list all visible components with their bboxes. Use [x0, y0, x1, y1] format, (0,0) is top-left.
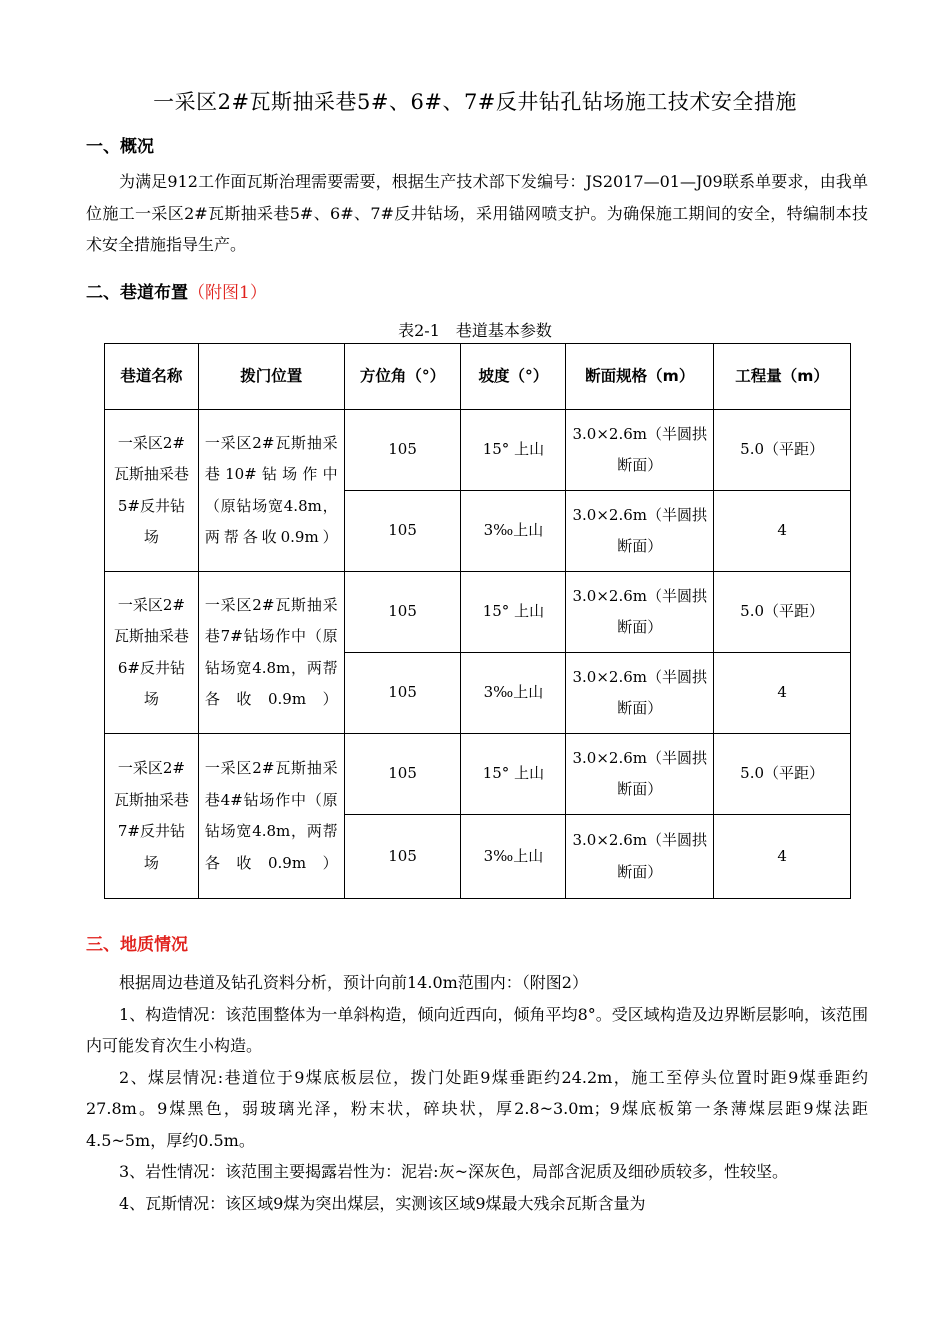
- table-row: [105, 572, 851, 653]
- table-row: [105, 734, 851, 815]
- slope-cell: 15° 上山: [461, 734, 566, 815]
- azimuth-cell: 105: [344, 815, 461, 899]
- header-azimuth: 方位角（°）: [344, 344, 461, 410]
- geology-paragraph: 4、瓦斯情况：该区域9煤为突出煤层，实测该区域9煤最大残余瓦斯含量为: [119, 1193, 646, 1213]
- azimuth-cell: 105: [344, 410, 461, 491]
- azimuth-cell: 105: [344, 734, 461, 815]
- slope-cell: 3‰上山: [461, 653, 566, 734]
- geology-paragraph: 3、岩性情况：该范围主要揭露岩性为：泥岩:灰~深灰色，局部含泥质及细砂质较多，性较坚。: [119, 1162, 788, 1181]
- section-cell: 3.0×2.6m（半圆拱断面）: [566, 491, 714, 572]
- work-cell: 5.0（平距）: [714, 734, 851, 815]
- overview-paragraph: 为满足912工作面瓦斯治理需要需要，根据生产技术部下发编号：JS2017—01—J09联系单要求，由我单位施工一采区2#瓦斯抽采巷5#、6#、7#反井钻场，采用锚网喷支护。为确保施工期间的安全，特编制本技术安全措施指导生产。: [86, 172, 868, 254]
- parameters-table: [104, 343, 851, 899]
- azimuth-cell: 105: [344, 572, 461, 653]
- work-cell: 5.0（平距）: [714, 410, 851, 491]
- slope-cell: 15° 上山: [461, 410, 566, 491]
- location-cell: 一采区2#瓦斯抽采巷7#钻场作中（原钻场宽4.8m，两帮各收0.9m）: [198, 572, 344, 734]
- azimuth-cell: 105: [344, 491, 461, 572]
- table-caption: 表2-1 巷道基本参数: [398, 321, 552, 340]
- section-heading-geology: 三、地质情况: [86, 935, 188, 955]
- work-cell: 5.0（平距）: [714, 572, 851, 653]
- section-cell: 3.0×2.6m（半圆拱断面）: [566, 410, 714, 491]
- section-cell: 3.0×2.6m（半圆拱断面）: [566, 572, 714, 653]
- section-cell: 3.0×2.6m（半圆拱断面）: [566, 734, 714, 815]
- roadway-name-cell: 一采区2#瓦斯抽采巷6#反井钻场: [105, 572, 199, 734]
- header-section: 断面规格（m）: [566, 344, 714, 410]
- header-slope: 坡度（°）: [461, 344, 566, 410]
- slope-cell: 3‰上山: [461, 815, 566, 899]
- work-cell: 4: [714, 491, 851, 572]
- section-cell: 3.0×2.6m（半圆拱断面）: [566, 653, 714, 734]
- geology-paragraph: 2、煤层情况:巷道位于9煤底板层位，拨门处距9煤垂距约24.2m，施工至停头位置时距9煤垂距约27.8m。9煤黑色，弱玻璃光泽，粉末状，碎块状，厚2.8~3.0m；9煤底板第一条薄煤层距9煤法距4.5~5m，厚约0.5m。: [86, 1067, 868, 1150]
- section-heading-layout: [86, 278, 267, 303]
- section-heading-overview: 一、概况: [86, 137, 154, 157]
- geology-paragraph: 根据周边巷道及钻孔资料分析，预计向前14.0m范围内：（附图2）: [119, 973, 588, 992]
- roadway-name-cell: 一采区2#瓦斯抽采巷7#反井钻场: [105, 734, 199, 899]
- document-title: 一采区2#瓦斯抽采巷5#、6#、7#反井钻孔钻场施工技术安全措施: [153, 90, 797, 114]
- slope-cell: 15° 上山: [461, 572, 566, 653]
- location-cell: 一采区2#瓦斯抽采巷4#钻场作中（原钻场宽4.8m，两帮各收0.9m）: [198, 734, 344, 899]
- layout-figure-note: （附图1）: [188, 283, 267, 303]
- location-cell: 一采区2#瓦斯抽采巷10#钻场作中（原钻场宽4.8m，两帮各收0.9m）: [198, 410, 344, 572]
- header-name: 巷道名称: [105, 344, 199, 410]
- slope-cell: 3‰上山: [461, 491, 566, 572]
- work-cell: 4: [714, 815, 851, 899]
- geology-paragraph: 1、构造情况：该范围整体为一单斜构造，倾向近西向，倾角平均8°。受区域构造及边界断层影响，该范围内可能发育次生小构造。: [86, 1004, 868, 1055]
- work-cell: 4: [714, 653, 851, 734]
- header-location: 拨门位置: [198, 344, 344, 410]
- table-row: [105, 410, 851, 491]
- header-work: 工程量（m）: [714, 344, 851, 410]
- roadway-name-cell: 一采区2#瓦斯抽采巷5#反井钻场: [105, 410, 199, 572]
- layout-heading-text: 二、巷道布置: [86, 283, 188, 303]
- section-cell: 3.0×2.6m（半圆拱断面）: [566, 815, 714, 899]
- azimuth-cell: 105: [344, 653, 461, 734]
- table-header-row: [105, 344, 851, 410]
- geology-body: [86, 967, 868, 1219]
